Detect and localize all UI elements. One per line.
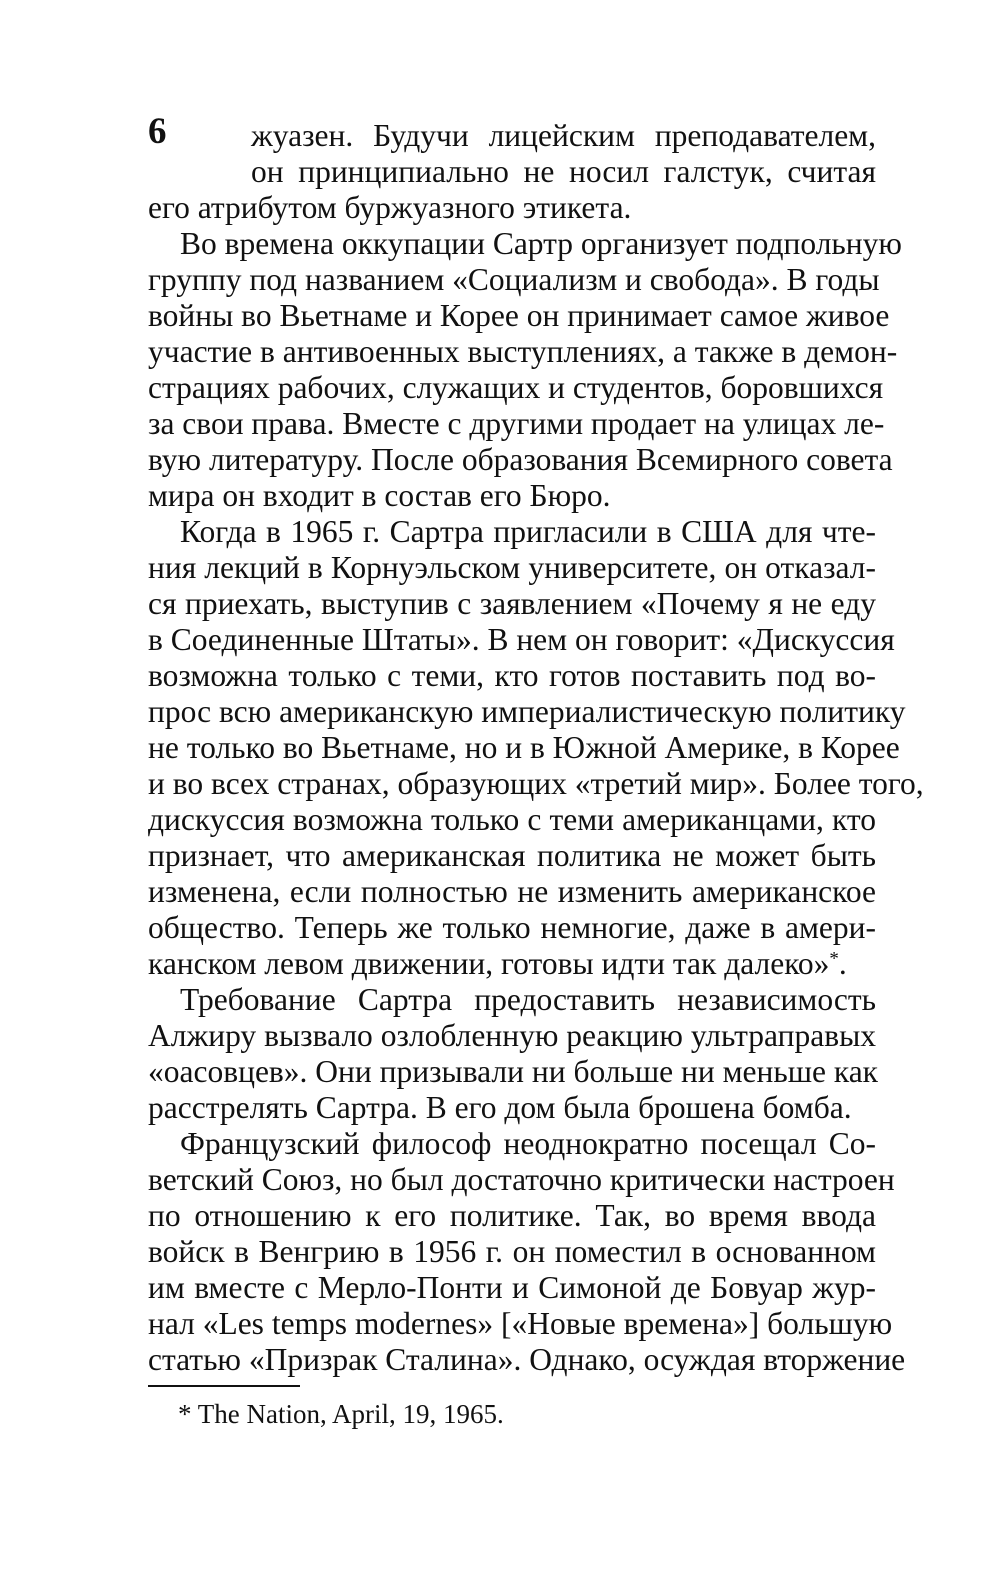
text-line: прос всю американскую империалистическую политику bbox=[148, 694, 906, 729]
text-line: группу под названием «Социализм и свобода». В годы bbox=[148, 262, 880, 297]
text-line: дискуссия возможна только с теми американцами, кто bbox=[148, 802, 876, 837]
footnote-divider bbox=[148, 1385, 300, 1387]
text-line: им вместе с Мерло-Понти и Симоной де Бовуар жур- bbox=[148, 1270, 876, 1305]
text-line: не только во Вьетнаме, но и в Южной Америке, в Корее bbox=[148, 730, 900, 765]
text-line: Когда в 1965 г. Сартра пригласили в США для чте- bbox=[180, 514, 876, 549]
text-line: «оасовцев». Они призывали ни больше ни меньше как bbox=[148, 1054, 878, 1089]
text-line: возможна только с теми, кто готов поставить под во- bbox=[148, 658, 876, 693]
text-line: Во времена оккупации Сартр организует подпольную bbox=[180, 226, 902, 261]
page-number: 6 bbox=[148, 111, 167, 152]
text-line: изменена, если полностью не изменить американское bbox=[148, 874, 876, 909]
text-line: нал «Les temps modernes» [«Новые времена»] большую bbox=[148, 1306, 893, 1341]
text-line: и во всех странах, образующих «третий мир». Более того, bbox=[148, 766, 924, 801]
footnote-marker: * bbox=[178, 1399, 192, 1429]
text-line: страциях рабочих, служащих и студентов, боровшихся bbox=[148, 370, 884, 405]
text-line: мира он входит в состав его Бюро. bbox=[148, 478, 611, 513]
text-line: ся приехать, выступив с заявлением «Почему я не еду bbox=[148, 586, 876, 621]
text-line: участие в антивоенных выступлениях, а также в демон- bbox=[148, 334, 898, 369]
text-line: ветский Союз, но был достаточно критически настроен bbox=[148, 1162, 895, 1197]
text-line: за свои права. Вместе с другими продает на улицах ле- bbox=[148, 406, 885, 441]
text-line: расстрелять Сартра. В его дом была брошена бомба. bbox=[148, 1090, 852, 1125]
text-line: войны во Вьетнаме и Корее он принимает самое живое bbox=[148, 298, 890, 333]
text-line: Алжиру вызвало озлобленную реакцию ультраправых bbox=[148, 1018, 876, 1053]
text-line: Требование Сартра предоставить независимость bbox=[180, 982, 876, 1017]
text-line: Французский философ неоднократно посещал Со- bbox=[180, 1126, 876, 1161]
text-line: его атрибутом буржуазного этикета. bbox=[148, 190, 632, 225]
text-line: ния лекций в Корнуэльском университете, он отказал- bbox=[148, 550, 876, 585]
page-body bbox=[148, 0, 924, 1583]
text-line: статью «Призрак Сталина». Однако, осуждая вторжение bbox=[148, 1342, 906, 1377]
text-line: он принципиально не носил галстук, считая bbox=[251, 154, 876, 189]
text-line: жуазен. Будучи лицейским преподавателем, bbox=[251, 118, 876, 153]
footnote-reference[interactable]: * bbox=[829, 948, 839, 970]
text-line-with-footnote: канском левом движении, готовы идти так далеко»*. bbox=[148, 946, 847, 981]
footnote-text: The Nation, April, 19, 1965. bbox=[197, 1399, 504, 1429]
text-line: канском левом движении, готовы идти так далеко» bbox=[148, 946, 830, 981]
text-line: общество. Теперь же только немногие, даже в амери- bbox=[148, 910, 876, 945]
footnote bbox=[178, 1398, 504, 1430]
text-line: войск в Венгрию в 1956 г. он поместил в основанном bbox=[148, 1234, 876, 1269]
text-line: вую литературу. После образования Всемирного совета bbox=[148, 442, 893, 477]
text-line: признает, что американская политика не может быть bbox=[148, 838, 876, 873]
text-line: по отношению к его политике. Так, во время ввода bbox=[148, 1198, 876, 1233]
text-line: в Соединенные Штаты». В нем он говорит: «Дискуссия bbox=[148, 622, 895, 657]
